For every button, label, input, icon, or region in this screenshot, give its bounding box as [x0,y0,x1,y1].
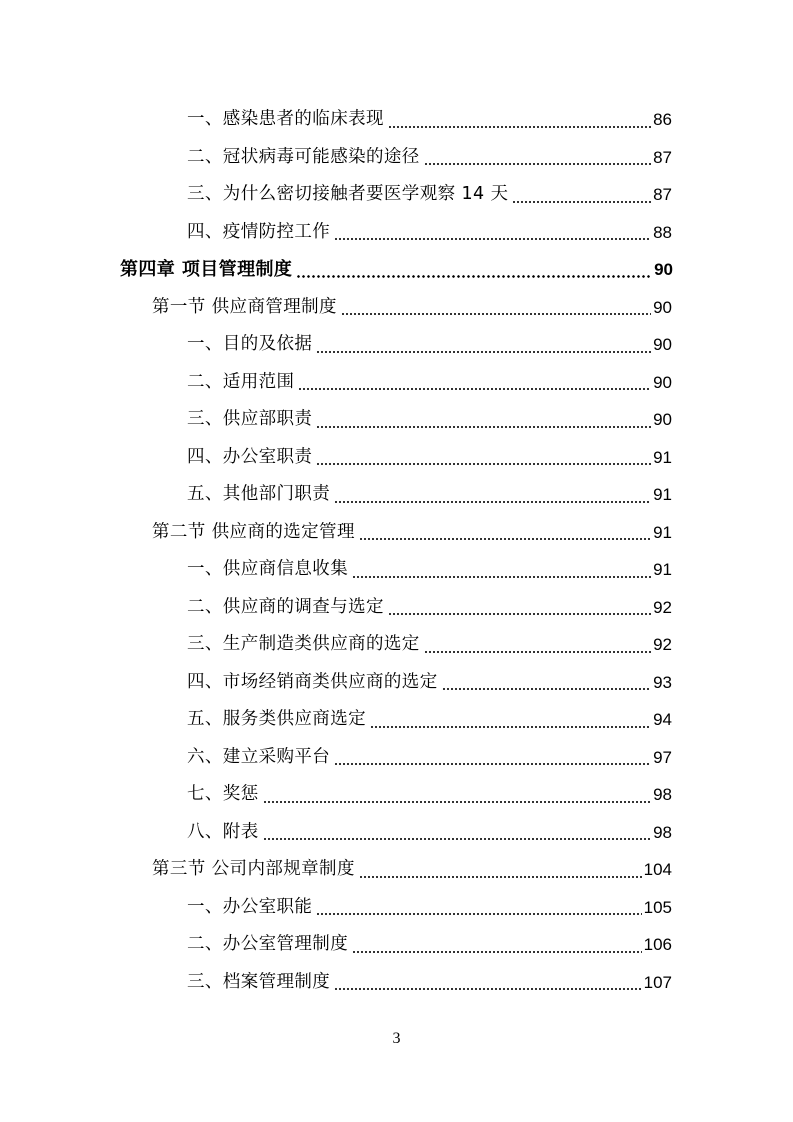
table-of-contents [0,101,793,1001]
toc-section-entry[interactable] [0,851,793,889]
toc-dot-leader [359,876,642,878]
toc-entry-title: 二、冠状病毒可能感染的途径 [187,146,420,167]
toc-entry-title: 第一节 供应商管理制度 [152,296,337,317]
toc-dot-leader [296,275,652,278]
toc-entry-page: 106 [643,935,672,954]
toc-dot-leader [334,988,641,990]
toc-dot-leader [316,426,651,428]
toc-subsection-entry[interactable] [0,926,793,964]
toc-entry-page: 98 [653,785,672,804]
toc-dot-leader [298,388,651,390]
toc-entry-page: 90 [653,410,672,429]
toc-dot-leader [316,351,651,353]
toc-entry-page: 91 [653,485,672,504]
toc-entry-page: 92 [653,635,672,654]
toc-entry-page: 97 [653,747,672,767]
toc-chapter-entry[interactable] [0,251,793,289]
toc-subsection-entry[interactable] [0,964,793,1002]
toc-entry-page: 90 [653,372,672,392]
toc-dot-leader [263,801,651,803]
toc-entry-title: 二、供应商的调查与选定 [187,596,384,617]
toc-section-entry[interactable] [0,289,793,327]
toc-entry-page: 87 [653,185,672,204]
toc-dot-leader [512,201,651,203]
toc-entry-title: 二、办公室管理制度 [187,934,349,954]
toc-entry-page: 93 [653,672,672,692]
toc-dot-leader [352,576,651,578]
toc-subsection-entry[interactable] [0,739,793,777]
toc-entry-title: 二、适用范围 [187,371,295,392]
toc-dot-leader [334,238,651,240]
toc-dot-leader [263,838,651,840]
toc-subsection-entry[interactable] [0,551,793,589]
toc-dot-leader [316,913,641,915]
toc-entry-title: 三、档案管理制度 [187,971,331,992]
toc-subsection-entry[interactable] [0,401,793,439]
toc-entry-title: 一、目的及依据 [187,334,313,354]
toc-entry-page: 87 [653,147,672,167]
toc-entry-page: 91 [653,522,672,542]
toc-entry-page: 98 [653,822,672,842]
toc-dot-leader [388,126,651,128]
toc-entry-title: 七、奖惩 [187,784,259,804]
toc-entry-title: 第三节 公司内部规章制度 [152,859,355,879]
toc-subsection-entry[interactable] [0,476,793,514]
toc-dot-leader [359,538,651,540]
toc-entry-title: 六、建立采购平台 [187,746,331,767]
toc-entry-title: 一、感染患者的临床表现 [187,109,384,129]
toc-subsection-entry[interactable] [0,626,793,664]
toc-subsection-entry[interactable] [0,701,793,739]
toc-dot-leader [352,951,642,953]
toc-entry-page: 92 [653,597,672,617]
toc-entry-page: 107 [643,972,672,992]
toc-entry-page: 90 [653,297,672,317]
toc-entry-page: 88 [653,222,672,242]
toc-entry-page: 94 [653,710,672,729]
toc-section-entry[interactable] [0,514,793,552]
toc-subsection-entry[interactable] [0,776,793,814]
toc-subsection-entry[interactable] [0,364,793,402]
toc-subsection-entry[interactable] [0,139,793,177]
toc-dot-leader [334,763,651,765]
toc-subsection-entry[interactable] [0,664,793,702]
toc-entry-title: 四、市场经销商类供应商的选定 [187,671,438,692]
toc-subsection-entry[interactable] [0,589,793,627]
toc-entry-title: 八、附表 [187,821,259,842]
toc-dot-leader [316,463,651,465]
toc-entry-title: 五、其他部门职责 [187,484,331,504]
toc-entry-page: 105 [643,897,672,917]
toc-subsection-entry[interactable] [0,889,793,927]
toc-subsection-entry[interactable] [0,101,793,139]
page-number: 3 [392,1030,401,1047]
toc-entry-page: 90 [654,260,673,279]
toc-entry-title: 第四章 项目管理制度 [120,259,293,280]
toc-entry-title: 四、疫情防控工作 [187,221,331,242]
toc-subsection-entry[interactable] [0,176,793,214]
toc-entry-title: 三、供应部职责 [187,409,313,429]
toc-subsection-entry[interactable] [0,439,793,477]
toc-entry-title: 一、办公室职能 [187,896,313,917]
toc-entry-page: 91 [653,560,672,579]
toc-dot-leader [442,688,651,690]
toc-subsection-entry[interactable] [0,326,793,364]
toc-dot-leader [424,163,651,165]
toc-entry-title: 三、为什么密切接触者要医学观察 14 天 [187,184,509,204]
toc-entry-title: 一、供应商信息收集 [187,559,349,579]
toc-entry-page: 91 [653,447,672,467]
toc-dot-leader [370,726,651,728]
toc-entry-page: 86 [653,110,672,129]
toc-entry-title: 四、办公室职责 [187,446,313,467]
toc-entry-page: 104 [643,860,672,879]
toc-entry-title: 三、生产制造类供应商的选定 [187,634,420,654]
toc-entry-title: 五、服务类供应商选定 [187,709,366,729]
toc-dot-leader [388,613,651,615]
toc-subsection-entry[interactable] [0,814,793,852]
toc-entry-title: 第二节 供应商的选定管理 [152,521,355,542]
toc-dot-leader [334,501,651,503]
toc-dot-leader [341,313,651,315]
toc-subsection-entry[interactable] [0,214,793,252]
toc-dot-leader [424,651,651,653]
toc-entry-page: 90 [653,335,672,354]
